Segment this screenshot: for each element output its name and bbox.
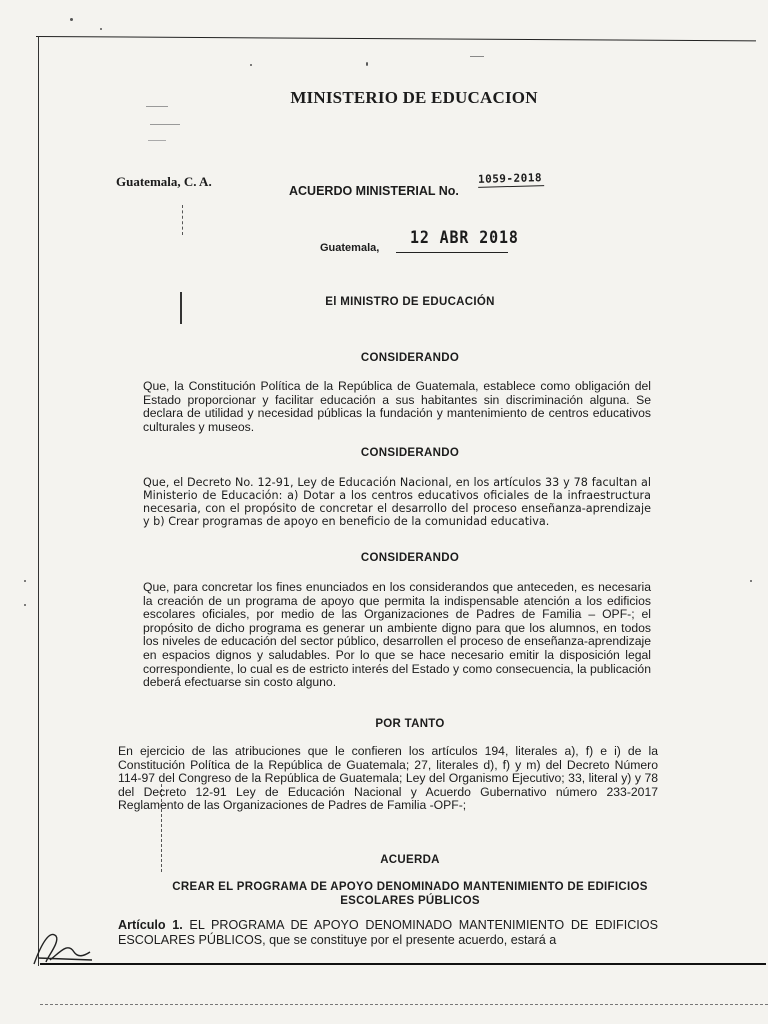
scan-speck bbox=[250, 64, 252, 66]
por-tanto-text: En ejercicio de las atribuciones que le confieren los artículos 194, literales a), f) e i) de la Constitución Política de la República de Guatemala; 27, literales d), f) y m) del Decreto Número 114-97 del Congreso de la República de Guatemala; Ley del Organismo Ejecutivo; 33, literal y) y 78 del Decreto 12-91 Ley de Educación Nacional y Acuerdo Gubernativo número 233-2017 Reglamento de las Organizaciones de Padres de Familia -OPF-; bbox=[118, 744, 658, 813]
scan-speck bbox=[70, 18, 73, 21]
scan-dashes bbox=[182, 205, 183, 235]
considerando-3-heading: CONSIDERANDO bbox=[360, 552, 460, 564]
scan-border-left bbox=[38, 36, 39, 966]
date-underline bbox=[396, 252, 508, 253]
scan-speck bbox=[750, 580, 752, 582]
acuerdo-label: ACUERDO MINISTERIAL No. bbox=[289, 184, 459, 198]
date-label: Guatemala, bbox=[320, 242, 380, 254]
considerando-3-text: Que, para concretar los fines enunciados en los considerandos que anteceden, es necesaria la creación de un programa de apoyo que permita la indispensable atención a los edificios escolares oficiales, por medio de las Organizaciones de Padres de Familia – OPF-; el propósito de dicho programa es generar un ambiente digno para que los alumnos, en todos los niveles de educación del sector público, desarrollen el proceso de enseñanza-aprendizaje en espacios dignos y saludables. Por lo que se hace necesario emitir la disposición legal correspondiente, lo cual es de estricto interés del Estado y como consecuencia, la publicación deberá efectuarse sin costo alguno. bbox=[143, 580, 651, 690]
scan-speck bbox=[470, 56, 484, 57]
acuerda-heading: ACUERDA bbox=[380, 854, 440, 866]
considerando-2-text: Que, el Decreto No. 12-91, Ley de Educación Nacional, en los artículos 33 y 78 facultan al Ministerio de Educación: a) Dotar a los centros educativos oficiales de la infraestructura necesaria, con el propósito de concretar el desarrollo del proceso enseñanza-aprendizaje y b) Crear programas de apoyo en beneficio de la comunidad educativa. bbox=[143, 476, 651, 528]
acuerda-subheading: CREAR EL PROGRAMA DE APOYO DENOMINADO MANTENIMIENTO DE EDIFICIOS ESCOLARES PÚBLICOS bbox=[172, 881, 648, 907]
acuerdo-number: 1059-2018 bbox=[477, 171, 543, 186]
scan-border-bottom bbox=[40, 963, 766, 965]
ministry-title: MINISTERIO DE EDUCACION bbox=[290, 88, 538, 107]
articulo-1 bbox=[118, 918, 658, 947]
considerando-2-heading: CONSIDERANDO bbox=[360, 447, 460, 459]
articulo-1-text: EL PROGRAMA DE APOYO DENOMINADO MANTENIMIENTO DE EDIFICIOS ESCOLARES PÚBLICOS, que se constituye por el presente acuerdo, estará a bbox=[118, 918, 658, 947]
minister-heading: El MINISTRO DE EDUCACIÓN bbox=[325, 296, 495, 308]
signature-mark bbox=[28, 922, 98, 972]
scan-speck bbox=[366, 62, 368, 66]
por-tanto-heading: POR TANTO bbox=[375, 718, 445, 730]
considerando-1-heading: CONSIDERANDO bbox=[360, 352, 460, 364]
scan-speck bbox=[24, 604, 26, 606]
city-label: Guatemala, C. A. bbox=[116, 174, 212, 189]
scan-border-bottom-dashed bbox=[40, 1004, 768, 1005]
scan-speck bbox=[148, 140, 166, 141]
date-stamp: 12 ABR 2018 bbox=[410, 228, 519, 248]
scan-speck bbox=[100, 28, 102, 30]
scan-border-top bbox=[36, 36, 756, 41]
scan-speck bbox=[150, 124, 180, 125]
considerando-1-text: Que, la Constitución Política de la República de Guatemala, establece como obligación del Estado proporcionar y facilitar educación a sus habitantes sin discriminación alguna. Se declara de utilidad y necesidad públicas la fundación y mantenimiento de centros educativos culturales y museos. bbox=[143, 379, 651, 434]
scan-speck bbox=[24, 580, 26, 582]
articulo-1-label: Artículo 1. bbox=[118, 918, 183, 932]
